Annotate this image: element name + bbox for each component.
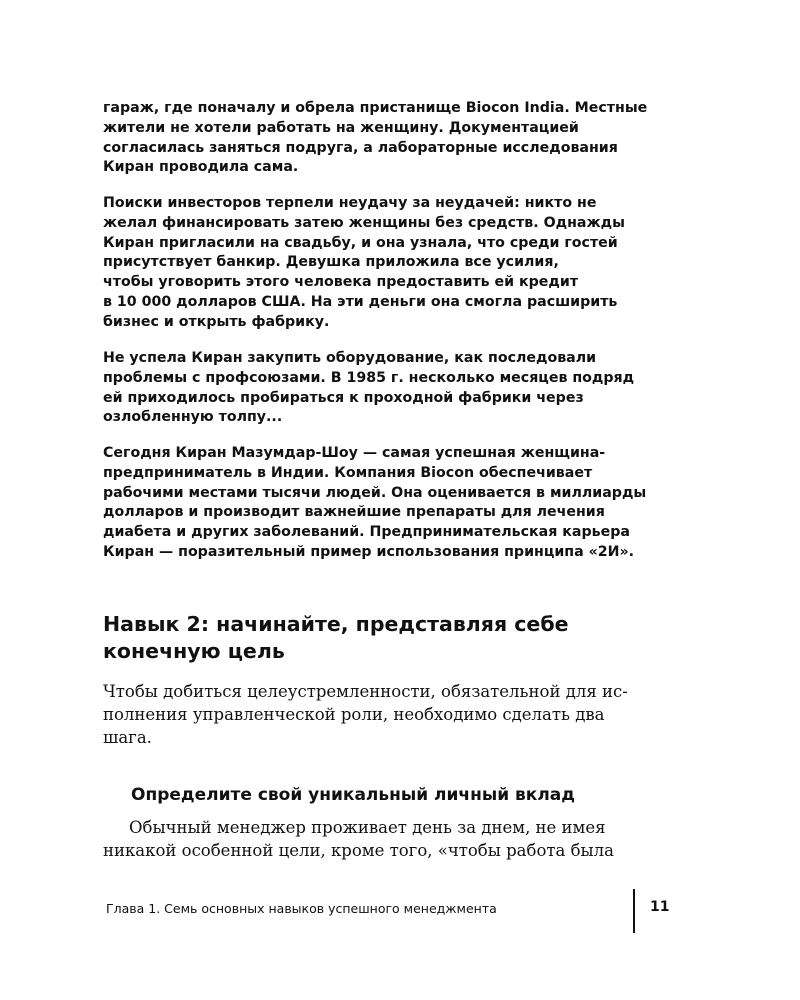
heading-line: Навык 2: начинайте, представляя себе: [103, 612, 569, 636]
heading-line: конечную цель: [103, 639, 285, 663]
text-line: присутствует банкир. Девушка приложила все усилия,: [103, 254, 559, 271]
text-line: шага.: [103, 728, 152, 747]
paragraph-unions: [103, 349, 673, 428]
text-line: согласилась заняться подруга, а лабораторные исследования: [103, 139, 618, 156]
paragraph-garage: [103, 99, 673, 178]
text-line: проблемы с профсоюзами. В 1985 г. несколько месяцев подряд: [103, 369, 635, 386]
text-line: ей приходилось пробираться к проходной фабрики через: [103, 389, 584, 406]
paragraph-today: [103, 444, 673, 563]
page-number: 11: [650, 899, 670, 915]
text-line: Сегодня Киран Мазумдар-Шоу — самая успешная женщина-: [103, 445, 606, 461]
running-footer: Глава 1. Семь основных навыков успешного менеджмента: [106, 901, 497, 916]
text-line: бизнес и открыть фабрику.: [103, 313, 330, 330]
text-line: предприниматель в Индии. Компания Biocon обеспечивает: [103, 464, 593, 481]
paragraph-investors: [103, 194, 673, 333]
text-line: диабета и других заболеваний. Предпринимательская карьера: [103, 524, 630, 541]
text-line: рабочими местами тысячи людей. Она оценивается в миллиарды: [103, 484, 647, 501]
text-line: Поиски инвесторов терпели неудачу за неудачей: никто не: [103, 195, 597, 211]
text-line: жители не хотели работать на женщину. Документацией: [103, 119, 579, 136]
text-line: Обычный менеджер проживает день за днем, не имея: [129, 818, 606, 837]
text-line: Не успела Киран закупить оборудование, как последовали: [103, 350, 597, 366]
text-line: гараж, где поначалу и обрела пристанище Biocon India. Местные: [103, 100, 648, 116]
footer-divider: [633, 889, 635, 933]
intro-paragraph: [103, 680, 673, 749]
text-line: никакой особенной цели, кроме того, «чтобы работа была: [103, 841, 614, 860]
text-line: в 10 000 долларов США. На эти деньги она смогла расширить: [103, 293, 618, 310]
text-line: долларов и производит важнейшие препараты для лечения: [103, 504, 605, 521]
text-line: Киран пригласили на свадьбу, и она узнала, что среди гостей: [103, 234, 618, 251]
section-heading: [103, 611, 683, 665]
text-line: Киран — поразительный пример использования принципа «2И».: [103, 543, 635, 560]
text-line: озлобленную толпу...: [103, 409, 283, 426]
text-line: полнения управленческой роли, необходимо сделать два: [103, 705, 605, 724]
text-line: Киран проводила сама.: [103, 159, 299, 176]
text-line: желал финансировать затею женщины без средств. Однажды: [103, 214, 625, 231]
text-line: чтобы уговорить этого человека предоставить ей кредит: [103, 274, 579, 291]
subsection-heading: Определите свой уникальный личный вклад: [131, 785, 575, 805]
text-line: Чтобы добиться целеустремленности, обязательной для ис-: [103, 682, 628, 701]
body-paragraph: [103, 816, 673, 862]
